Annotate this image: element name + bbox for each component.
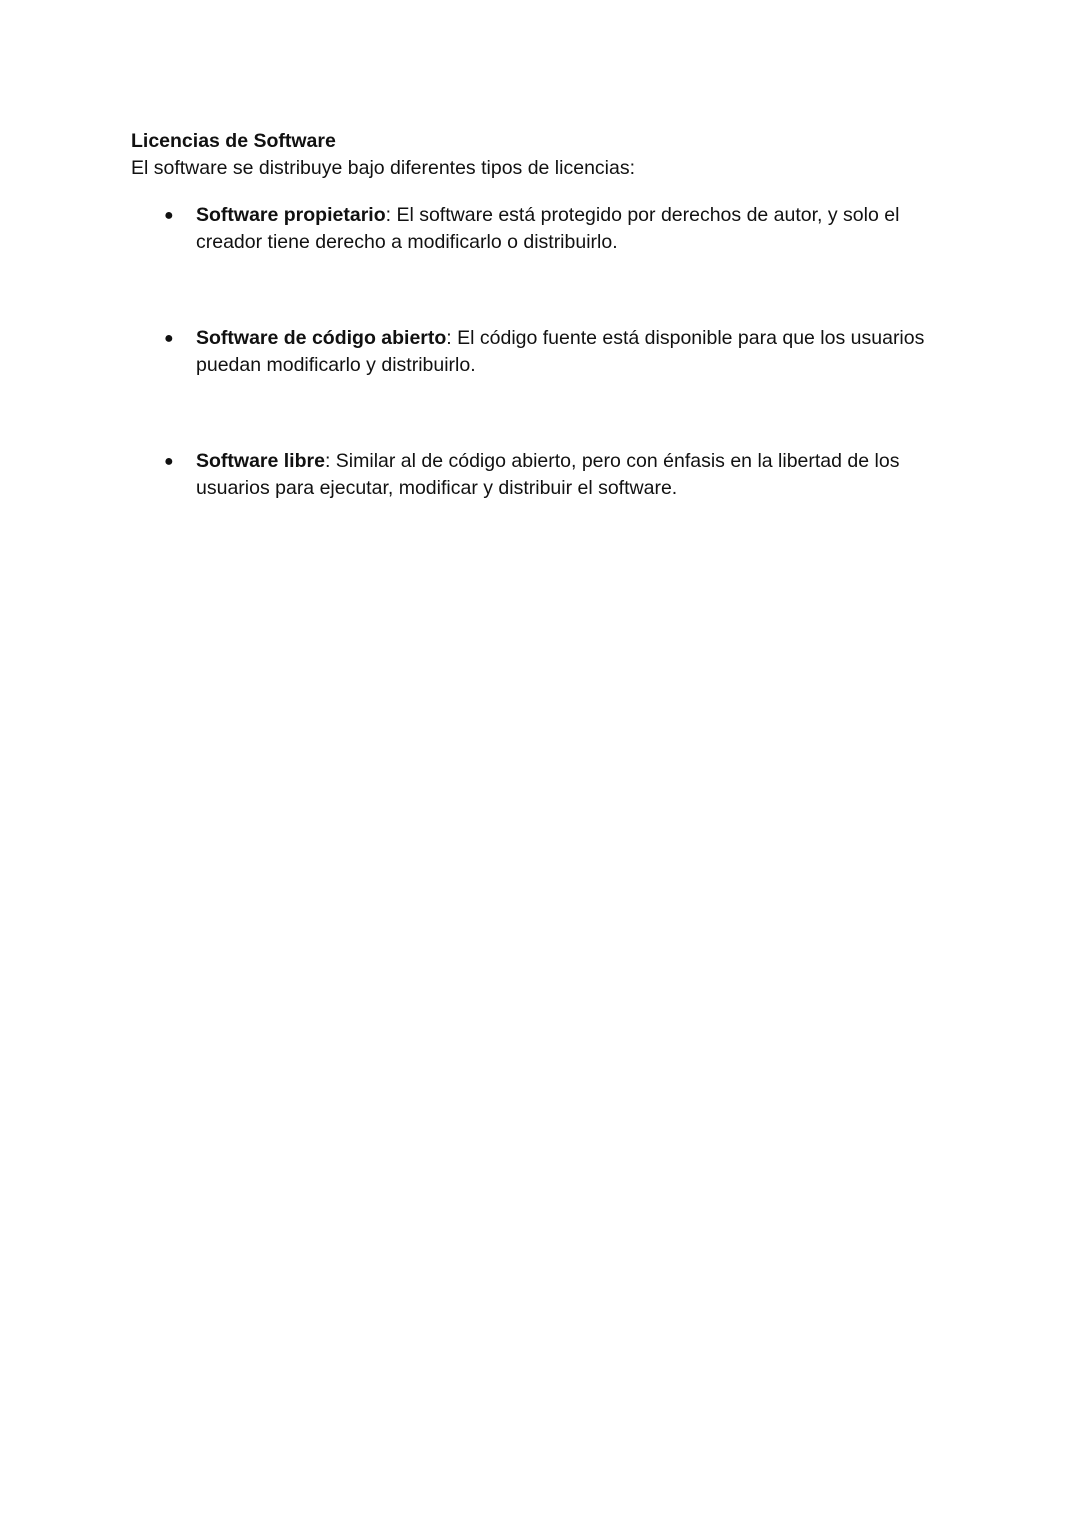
term-open-source: Software de código abierto xyxy=(196,327,447,349)
list-item-open-source xyxy=(131,325,951,379)
term-free-software: Software libre xyxy=(196,450,325,472)
definition-proprietary: : El software está protegido por derechos de autor, y solo el creador tiene derecho a modificarlo o distribuirlo. xyxy=(196,204,900,253)
document-body xyxy=(131,128,951,502)
bullet-icon: ● xyxy=(164,207,174,224)
section-title: Licencias de Software xyxy=(131,130,336,152)
definition-free-software: : Similar al de código abierto, pero con énfasis en la libertad de los usuarios para ejecutar, modificar y distribuir el software. xyxy=(196,450,900,499)
license-list xyxy=(131,202,951,502)
term-proprietary: Software propietario xyxy=(196,204,386,226)
list-item-free-software xyxy=(131,448,951,502)
list-item-proprietary xyxy=(131,202,951,256)
bullet-icon: ● xyxy=(164,453,174,470)
definition-open-source: : El código fuente está disponible para que los usuarios puedan modificarlo y distribuirlo. xyxy=(196,327,925,376)
intro-paragraph: El software se distribuye bajo diferentes tipos de licencias: xyxy=(131,157,636,179)
bullet-icon: ● xyxy=(164,330,174,347)
